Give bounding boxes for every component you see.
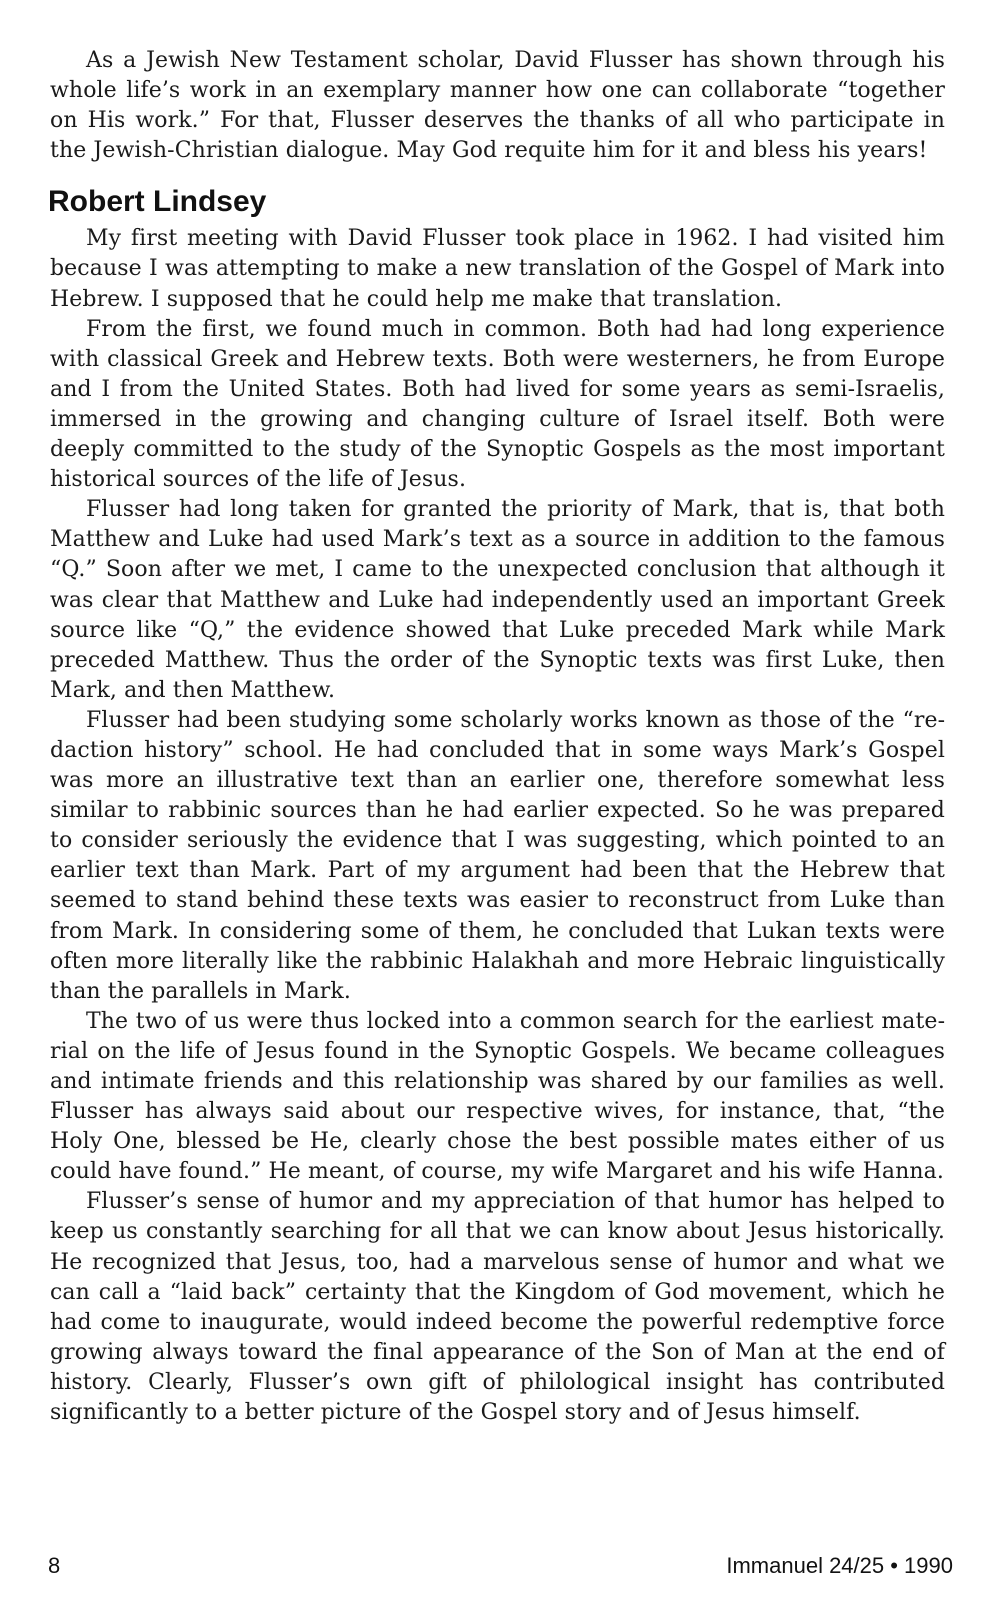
body-paragraph: From the first, we found much in common. Both had had long experience with classical Greek and Hebrew texts. Both were westerners, he from Europe and I from the United States. Both had lived for some years as semi-Israelis, immersed in the growing and changing culture of Israel itself. Both were deeply committed to the study of the Synoptic Gospels as the most important historical sources of the life of Jesus. bbox=[50, 316, 945, 493]
page-footer bbox=[48, 1553, 953, 1583]
page-number: 8 bbox=[48, 1553, 61, 1578]
section-heading: Robert Lindsey bbox=[48, 185, 267, 219]
body-paragraph: Flusser had long taken for granted the priority of Mark, that is, that both Matthew and Luke had used Mark’s text as a source in addition to the famous “Q.” Soon after we met, I came to the unexpected conclusion that although it was clear that Matthew and Luke had independently used an important Greek source like “Q,” the evidence showed that Luke preceded Mark while Mark preceded Matthew. Thus the order of the Synoptic texts was first Luke, then Mark, and then Matthew. bbox=[50, 497, 945, 703]
body-paragraph: Flusser’s sense of humor and my appreciation of that humor has helped to keep us constantly searching for all that we can know about Jesus historically. He recognized that Jesus, too, had a marvelous sense of humor and what we can call a “laid back” certainty that the Kingdom of God movement, which he had come to inaugurate, would indeed become the powerful redemptive force growing always toward the final appearance of the Son of Man at the end of history. Clearly, Flusser’s own gift of philological insight has contributed significantly to a better picture of the Gospel story and of Jesus himself. bbox=[50, 1189, 945, 1426]
journal-citation: Immanuel 24/25 • 1990 bbox=[726, 1553, 953, 1578]
body-paragraph: Flusser had been studying some scholarly works known as those of the “redaction history” school. He had concluded that in some ways Mark’s Gospel was more an illustrative text than an earlier one, therefore somewhat less similar to rabbinic sources than he had earlier expected. So he was prepared to consider seriously the evidence that I was suggesting, which pointed to an earlier text than Mark. Part of my argument had been that the Hebrew that seemed to stand behind these texts was easier to reconstruct from Luke than from Mark. In considering some of them, he concluded that Lukan texts were often more literally like the rabbinic Halakhah and more Hebraic linguistically than the parallels in Mark. bbox=[50, 707, 945, 1004]
page-body bbox=[50, 46, 945, 1428]
body-paragraph: My first meeting with David Flusser took place in 1962. I had visited him because I was attempting to make a new translation of the Gospel of Mark into Hebrew. I supposed that he could help me make that translation. bbox=[50, 226, 945, 312]
intro-paragraph: As a Jewish New Testament scholar, David Flusser has shown through his whole life’s work in an exemplary manner how one can collaborate “together on His work.” For that, Flusser deserves the thanks of all who participate in the Jewish-Christian dialogue. May God requite him for it and bless his years! bbox=[50, 48, 945, 164]
body-paragraph: The two of us were thus locked into a common search for the earliest material on the life of Jesus found in the Synoptic Gospels. We became colleagues and intimate friends and this relationship was shared by our families as well. Flusser has always said about our respective wives, for instance, that, “the Holy One, blessed be He, clearly chose the best possible mates either of us could have found.” He meant, of course, my wife Margaret and his wife Hanna. bbox=[50, 1008, 945, 1185]
